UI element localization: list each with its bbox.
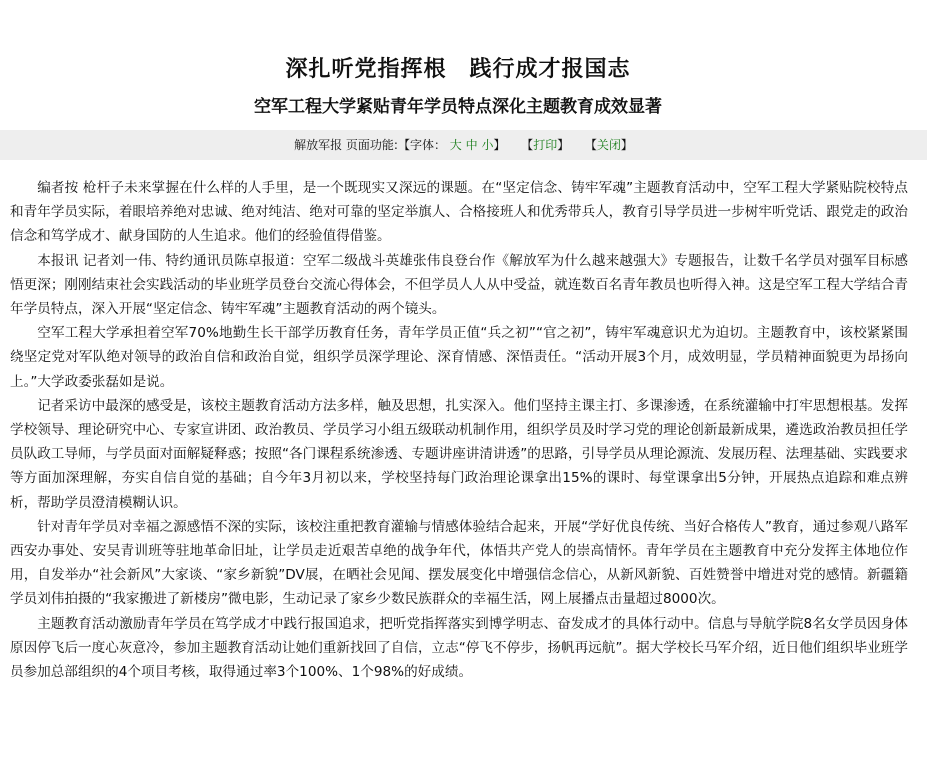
paragraph: 本报讯 记者刘一伟、特约通讯员陈卓报道：空军二级战斗英雄张伟良登台作《解放军为什么越来越强大》专题报告，让数千名学员对强军目标感悟更深；刚刚结束社会实践活动的毕业班学员登台交流心得体会，不但学员人人从中受益，就连数百名青年教员也听得入神。这是空军工程大学结合青年学员特点，深入开展“坚定信念、铸牢军魂”主题教育活动的两个镜头。: [10, 252, 908, 318]
print-link[interactable]: 打印: [533, 138, 558, 152]
article-body: [10, 176, 908, 684]
article-subtitle: 空军工程大学紧贴青年学员特点深化主题教育成效显著: [254, 97, 662, 117]
paragraph: 空军工程大学承担着空军70%地勤生长干部学历教育任务，青年学员正值“兵之初”“官之初”，铸牢军魂意识尤为迫切。主题教育中，该校紧紧围绕坚定党对军队绝对领导的政治自信和政治自觉，组织学员深学理论、深育情感、深悟责任。“活动开展3个月，成效明显，学员精神面貌更为昂扬向上。”大学政委张磊如是说。: [10, 325, 908, 390]
close-bracket-close: 】: [620, 138, 633, 152]
page-function-label: 页面功能:: [345, 138, 398, 152]
paragraph-editor-note: 编者按 枪杆子未来掌握在什么样的人手里，是一个既现实又深远的课题。在“坚定信念、铸牢军魂”主题教育活动中，空军工程大学紧贴院校特点和青年学员实际，着眼培养绝对忠诚、绝对纯洁、绝对可靠的坚定举旗人、合格接班人和优秀带兵人，教育引导学员进一步树牢听党话、跟党走的政治信念和笃学成才、献身国防的人生追求。他们的经验值得借鉴。: [10, 180, 908, 245]
source-label: 解放军报: [294, 138, 343, 152]
paragraph: 记者采访中最深的感受是，该校主题教育活动方法多样，触及思想，扎实深入。他们坚持主课主打、多课渗透，在系统灌输中打牢思想根基。发挥学校领导、理论研究中心、专家宣讲团、政治教员、学员学习小组五级联动机制作用，组织学员及时学习党的理论创新最新成果，遴选政治教员担任学员队政工导师，与学员面对面解疑释惑；按照“各门课程系统渗透、专题讲座讲清讲透”的思路，引导学员从理论源流、发展历程、法理基础、实践要求等方面加深理解，夯实自信自觉的基础；自今年3月初以来，学校坚持每门政治理论课拿出15%的课时、每堂课拿出5分钟，开展热点追踪和难点辨析，帮助学员澄清模糊认识。: [10, 397, 908, 511]
font-bracket-close: 】: [493, 138, 506, 152]
font-size-label: 【字体：: [397, 138, 446, 152]
font-large-link[interactable]: 大: [449, 138, 462, 152]
article-title: 深扎听党指挥根 践行成才报国志: [285, 57, 631, 82]
paragraph: 主题教育活动激励青年学员在笃学成才中践行报国追求，把听党指挥落实到博学明志、奋发成才的具体行动中。信息与导航学院8名女学员因身体原因停飞后一度心灰意冷，参加主题教育活动让她们重新找回了自信，立志“停飞不停步，扬帆再远航”。据大学校长马军介绍，近日他们组织毕业班学员参加总部组织的4个项目考核，取得通过率3个100%、1个98%的好成绩。: [10, 615, 908, 681]
close-link[interactable]: 关闭: [596, 138, 621, 152]
close-bracket-open: 【: [584, 138, 597, 152]
page-toolbar: [0, 130, 927, 160]
print-bracket-close: 】: [557, 138, 570, 152]
font-small-link[interactable]: 小: [481, 138, 494, 152]
print-bracket-open: 【: [521, 138, 534, 152]
font-medium-link[interactable]: 中: [465, 138, 478, 152]
paragraph: 针对青年学员对幸福之源感悟不深的实际，该校注重把教育灌输与情感体验结合起来，开展“学好优良传统、当好合格传人”教育，通过参观八路军西安办事处、安吴青训班等驻地革命旧址，让学员走近艰苦卓绝的战争年代，体悟共产党人的崇高情怀。青年学员在主题教育中充分发挥主体地位作用，自发举办“社会新风”大家谈、“家乡新貌”DV展，在晒社会见闻、摆发展变化中增强信念信心，从新风新貌、百姓赞誉中增进对党的感情。新疆籍学员刘伟拍摄的“我家搬进了新楼房”微电影，生动记录了家乡少数民族群众的幸福生活，网上展播点击量超过8000次。: [10, 518, 908, 608]
